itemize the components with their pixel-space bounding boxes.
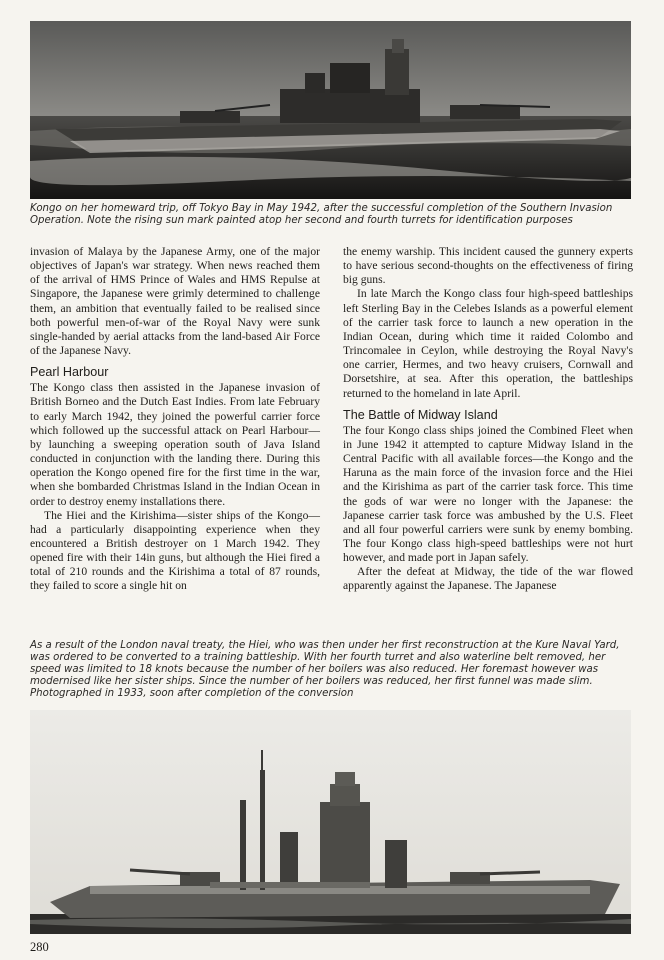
page-number: 280 [30,940,49,954]
battleship-photo-bottom [30,710,631,934]
photo-kongo-underway [30,21,631,199]
battleship-photo-top [30,21,631,199]
text-column-right [343,245,633,594]
right-paragraph-1: the enemy warship. This incident caused the gunnery experts to have serious second-thoughts on the effectiveness of firing big guns. [343,245,633,287]
photo-hiei-training-ship [30,710,631,934]
left-paragraph-2: The Kongo class then assisted in the Japanese invasion of British Borneo and the Dutch East Indies. From late February to early March 1942, they joined the powerful carrier force which followed up the successful attack on Pearl Harbour—by launching a sweeping operation south of Java Island conducted in conjunction with the landing there. During this operation the Kongo opened fire for the first time in the war, when she bombarded Christmas Island in the Indian Ocean in order to destroy enemy installations there. [30,381,320,508]
caption-bottom: As a result of the London naval treaty, the Hiei, who was then under her first reconstruction at the Kure Naval Yard, was ordered to be converted to a training battleship. With her fourth turret and also waterline belt removed, her speed was limited to 18 knots because the number of her boilers was also reduced. Her foremast however was modernised like her sister ships. Since the number of her boilers was reduced, her first funnel was made slim. Photographed in 1933, soon after completion of the conversion [30,640,620,699]
left-paragraph-3: The Hiei and the Kirishima—sister ships of the Kongo—had a particularly disappointing experience when they encountered a British destroyer on 1 March 1942. They opened fire with their 14in guns, but although the Hiei fired a total of 210 rounds and the Kirishima a total of 87 rounds, they failed to score a single hit on [30,508,320,593]
right-paragraph-4: After the defeat at Midway, the tide of the war flowed apparently against the Japanese. The Japanese [343,565,633,593]
right-paragraph-2: In late March the Kongo class four high-speed battleships left Sterling Bay in the Celebes Islands as a powerful element of the carrier task force to launch a new operation in the Indian Ocean, during which time it raided Colombo and Trincomalee in Ceylon, while destroying the Royal Navy's one carrier, Hermes, and two heavy cruisers, Cornwall and Dorsetshire, at sea. After this operation, the battleships returned to the homeland in late April. [343,287,633,400]
caption-top: Kongo on her homeward trip, off Tokyo Bay in May 1942, after the successful completion of the Southern Invasion Operation. Note the rising sun mark painted atop her second and fourth turrets for identification purposes [30,203,613,226]
heading-battle-of-midway: The Battle of Midway Island [343,407,498,422]
left-paragraph-1: invasion of Malaya by the Japanese Army, one of the major objectives of Japan's war strategy. When news reached them of the arrival of HMS Prince of Wales and HMS Repulse at Singapore, the Japanese were grimly determined to challenge them, an ambition that eventually failed to be realised since both powerful men-of-war of the Royal Navy were sunk single-handed by aerial attacks from the land-based Air Force of the Japanese Navy. [30,245,320,358]
heading-pearl-harbour: Pearl Harbour [30,365,109,380]
right-paragraph-3: The four Kongo class ships joined the Combined Fleet when in June 1942 it attempted to capture Midway Island in the Central Pacific with all available forces—the Kongo and the Haruna as the main force of the invasion force and the Hiei and the Kirishima as part of the carrier task force. This time the gods of war were no longer with the Japanese: the Japanese carrier task force was ambushed by the U.S. Fleet and all four powerful carriers were sunk by enemy bombing. The four Kongo class high-speed battleships were not hurt however, and made port in Japan safely. [343,423,633,565]
text-column-left [30,245,320,594]
